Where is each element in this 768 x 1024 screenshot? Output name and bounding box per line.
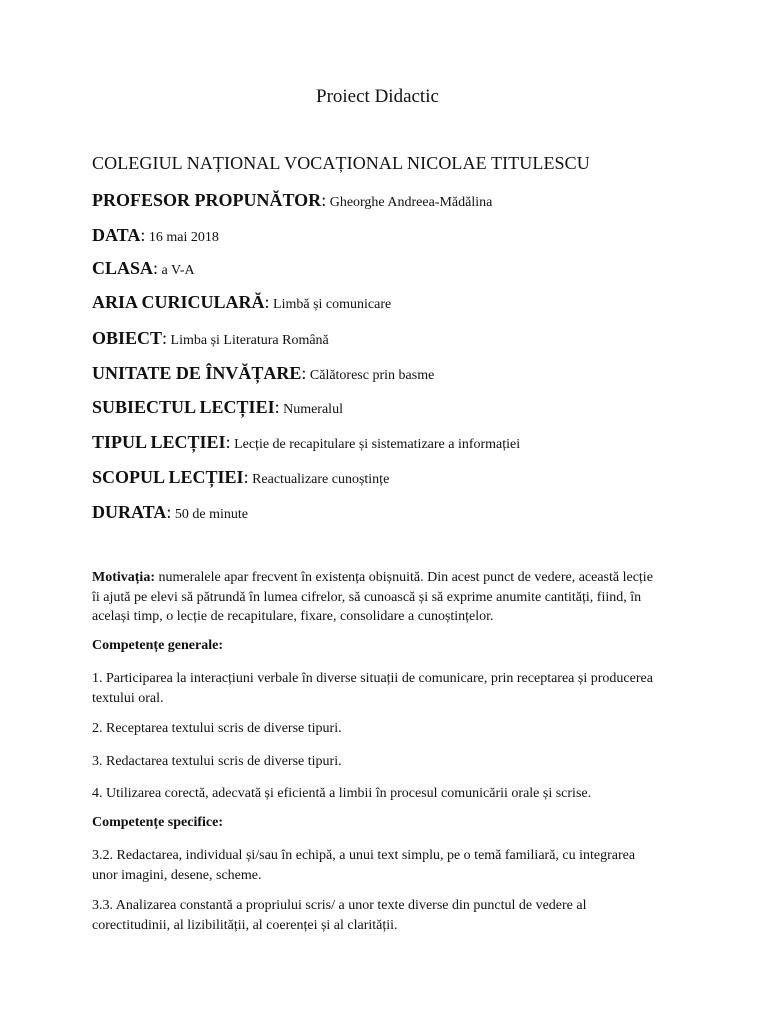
general-competences-heading: Competențe generale:	[92, 638, 224, 653]
field-profesor: PROFESOR PROPUNĂTOR: Gheorghe Andreea-Mădălina	[92, 190, 493, 210]
general-competence-item: 1. Participarea la interacțiuni verbale în diverse situații de comunicare, prin receptarea și producerea textului oral.	[92, 671, 653, 706]
field-label: PROFESOR PROPUNĂTOR	[92, 190, 322, 210]
field-label: ARIA CURICULARĂ	[92, 292, 265, 312]
field-label: OBIECT	[92, 328, 163, 348]
motivation-text: numeralele apar frecvent în existența obișnuită. Din acest punct de vedere, această lecție îi ajută pe elevi să pătrundă în lumea cifrelor, să cunoască și să exprime anumite cantități, fiind, în același timp, o lecție de recapitulare, fixare, consolidare a cunoștințelor.	[92, 570, 653, 624]
field-value: a V-A	[161, 263, 195, 278]
field-value: Limba și Literatura Română	[170, 333, 329, 348]
field-label: UNITATE DE ÎNVĂȚARE	[92, 363, 302, 383]
field-tipul: TIPUL LECȚIEI: Lecție de recapitulare și sistematizare a informației	[92, 432, 521, 452]
motivation-label: Motivația:	[92, 570, 155, 585]
field-value: Călătoresc prin basme	[309, 368, 435, 383]
field-value: Gheorghe Andreea-Mădălina	[329, 195, 493, 210]
field-data: DATA: 16 mai 2018	[92, 225, 219, 245]
field-value: Reactualizare cunoștințe	[252, 472, 390, 487]
field-scopul: SCOPUL LECȚIEI: Reactualizare cunoștințe	[92, 467, 390, 487]
field-unitate: UNITATE DE ÎNVĂȚARE: Călătoresc prin basme	[92, 363, 435, 383]
general-competence-item: 2. Receptarea textului scris de diverse tipuri.	[92, 721, 342, 736]
field-label: TIPUL LECȚIEI	[92, 432, 226, 452]
field-value: 16 mai 2018	[148, 230, 219, 245]
field-value: Numeralul	[283, 402, 343, 417]
field-aria-curiculara: ARIA CURICULARĂ: Limbă și comunicare	[92, 292, 392, 312]
school-name: COLEGIUL NAȚIONAL VOCAȚIONAL NICOLAE TITULESCU	[92, 153, 590, 173]
motivation-paragraph	[92, 568, 654, 627]
field-label: CLASA	[92, 258, 154, 278]
field-label: DATA	[92, 225, 141, 245]
specific-competence-item: 3.2. Redactarea, individual și/sau în echipă, a unui text simplu, pe o temă familiară, cu integrarea unor imagini, desene, scheme.	[92, 848, 636, 883]
general-competence-item: 4. Utilizarea corectă, adecvată și eficientă a limbii în procesul comunicării orale și scrise.	[92, 786, 592, 801]
field-label: SCOPUL LECȚIEI	[92, 467, 244, 487]
specific-competences-heading: Competențe specifice:	[92, 815, 224, 830]
page-title: Proiect Didactic	[316, 86, 439, 107]
field-obiect: OBIECT: Limba și Literatura Română	[92, 328, 329, 348]
field-value: Lecție de recapitulare și sistematizare a informației	[234, 437, 521, 452]
field-value: 50 de minute	[174, 507, 248, 522]
specific-competence-item: 3.3. Analizarea constantă a propriului scris/ a unor texte diverse din punctul de vedere al corectitudinii, al lizibilității, al coerenței și al clarității.	[92, 898, 587, 933]
field-value: Limbă și comunicare	[273, 297, 392, 312]
field-label: DURATA	[92, 502, 167, 522]
general-competence-item: 3. Redactarea textului scris de diverse tipuri.	[92, 754, 342, 769]
field-clasa: CLASA: a V-A	[92, 258, 195, 278]
field-label: SUBIECTUL LECȚIEI	[92, 397, 275, 417]
field-subiect: SUBIECTUL LECȚIEI: Numeralul	[92, 397, 343, 417]
field-durata: DURATA: 50 de minute	[92, 502, 248, 522]
